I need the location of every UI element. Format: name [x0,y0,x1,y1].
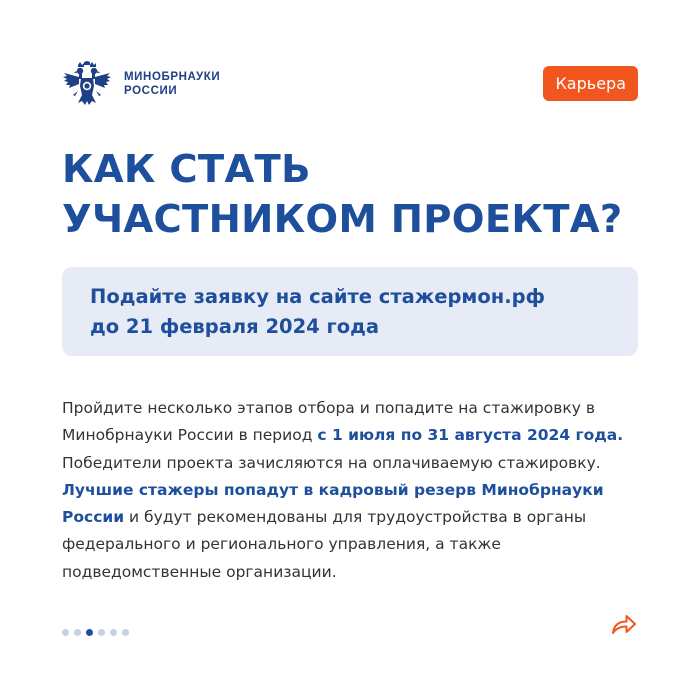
pagination-dot-active[interactable] [86,629,93,636]
page-title [62,145,623,245]
reserve-highlight: Лучшие стажеры попадут в кадровый резерв Минобрнауки России [62,480,604,527]
description-text-1: Пройдите несколько этапов отбора и попадите на стажировку в Минобрнауки России в период [62,399,595,445]
share-arrow-icon[interactable] [611,613,637,635]
description-paragraph [62,395,642,586]
pagination-dot[interactable] [74,629,81,636]
ministry-name-line1: МИНОБРНАУКИ [124,71,221,83]
pagination-dot[interactable] [110,629,117,636]
application-callout-line1: Подайте заявку на сайте стажермон.рф [90,285,545,308]
ministry-name-line2: РОССИИ [124,85,178,97]
pagination-dot[interactable] [62,629,69,636]
description-text-2: Победители проекта зачисляются на оплачиваемую стажировку. [62,453,601,472]
pagination-dot[interactable] [98,629,105,636]
internship-dates: с 1 июля по 31 августа 2024 года. [317,426,624,445]
page-title-line1: КАК СТАТЬ [62,147,311,192]
description-text-3: и будут рекомендованы для трудоустройства в органы федерального и регионального управления, а также подведомственные организации. [62,508,587,581]
pagination-dot[interactable] [122,629,129,636]
carousel-pagination [62,629,129,636]
ministry-logo [62,61,220,107]
category-tag: Карьера [543,66,638,101]
application-callout-line2: до 21 февраля 2024 года [90,315,380,338]
double-headed-eagle-icon [62,61,112,107]
application-callout [62,267,638,356]
ministry-name [124,70,220,98]
page-title-line2: УЧАСТНИКОМ ПРОЕКТА? [62,197,623,242]
